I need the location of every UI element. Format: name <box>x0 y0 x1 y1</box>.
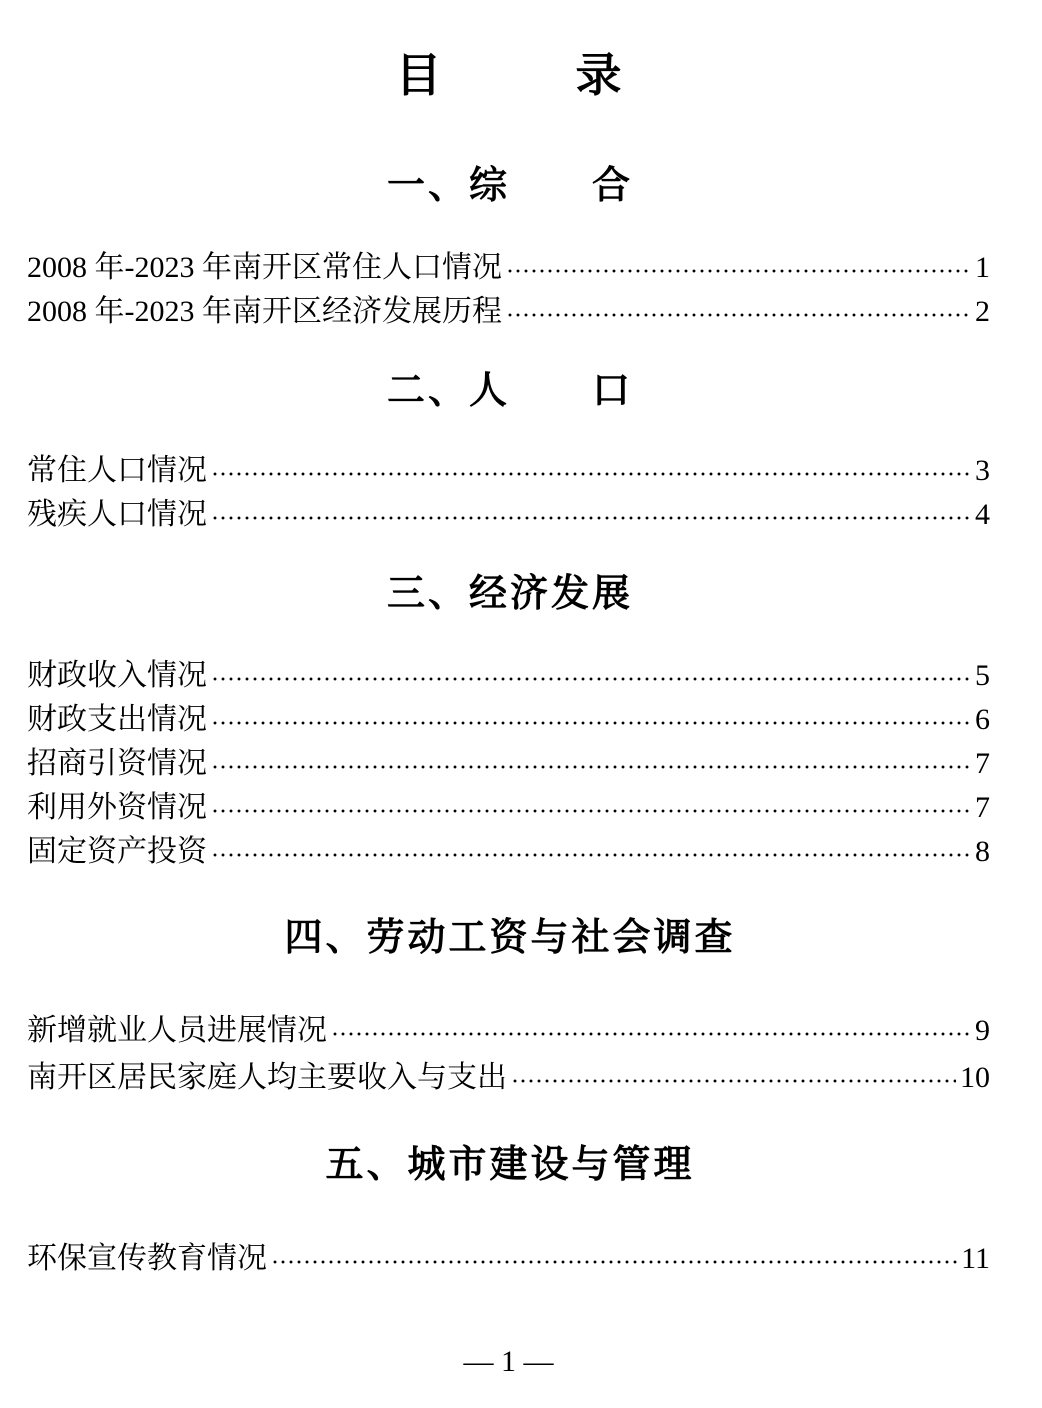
toc-entry[interactable] <box>27 1054 990 1101</box>
toc-section-general <box>27 155 990 334</box>
toc-leader-dots <box>211 654 971 698</box>
toc-entry-page: 10 <box>960 1061 990 1094</box>
toc-entry-page: 7 <box>975 747 990 780</box>
toc-leader-dots <box>211 493 971 537</box>
toc-leader-dots <box>211 786 971 830</box>
toc-entry-label: 财政收入情况 <box>27 659 207 692</box>
toc-entry-label: 招商引资情况 <box>27 747 207 780</box>
toc-entry-page: 2 <box>975 295 990 328</box>
toc-entry[interactable] <box>27 1237 990 1281</box>
toc-leader-dots <box>331 1007 971 1054</box>
toc-leader-dots <box>506 290 971 334</box>
toc-entry-label: 残疾人口情况 <box>27 498 207 531</box>
toc-entry-label: 利用外资情况 <box>27 791 207 824</box>
page-number-footer: — 1 — <box>463 1345 554 1378</box>
toc-entry-label: 常住人口情况 <box>27 454 207 487</box>
toc-entry-label: 南开区居民家庭人均主要收入与支出 <box>27 1061 507 1094</box>
section-heading: 五、城市建设与管理 <box>325 1142 695 1186</box>
toc-section-population <box>27 360 990 537</box>
toc-entry-page: 11 <box>961 1242 990 1275</box>
section-heading: 三、经济发展 <box>386 571 633 615</box>
toc-entry[interactable] <box>27 654 990 698</box>
section-heading: 二、人 口 <box>386 368 633 412</box>
toc-entry-list <box>27 1237 990 1281</box>
toc-entry[interactable] <box>27 786 990 830</box>
toc-entry-page: 7 <box>975 791 990 824</box>
section-heading: 一、综 合 <box>386 163 633 207</box>
toc-entry-page: 3 <box>975 454 990 487</box>
toc-entry-list <box>27 654 990 874</box>
toc-entry[interactable] <box>27 246 990 290</box>
toc-entry[interactable] <box>27 449 990 493</box>
toc-leader-dots <box>211 698 971 742</box>
toc-entry-label: 新增就业人员进展情况 <box>27 1014 327 1047</box>
toc-entry[interactable] <box>27 1007 990 1054</box>
toc-entry-page: 5 <box>975 659 990 692</box>
toc-entry[interactable] <box>27 493 990 537</box>
toc-leader-dots <box>211 830 971 874</box>
toc-entry-page: 1 <box>975 251 990 284</box>
toc-section-urban <box>27 1134 990 1281</box>
toc-entry-label: 2008 年-2023 年南开区常住人口情况 <box>27 251 502 284</box>
toc-leader-dots <box>211 449 971 493</box>
toc-leader-dots <box>271 1237 957 1281</box>
toc-section-economy <box>27 563 990 874</box>
toc-entry-label: 财政支出情况 <box>27 703 207 736</box>
toc-title: 目 录 <box>395 48 636 102</box>
toc-leader-dots <box>511 1054 956 1101</box>
toc-entry-list <box>27 449 990 537</box>
toc-entry-list <box>27 1007 990 1101</box>
section-heading: 四、劳动工资与社会调查 <box>284 915 736 959</box>
toc-entry-label: 2008 年-2023 年南开区经济发展历程 <box>27 295 502 328</box>
toc-entry-page: 6 <box>975 703 990 736</box>
toc-entry[interactable] <box>27 290 990 334</box>
toc-entry[interactable] <box>27 830 990 874</box>
toc-entry-list <box>27 246 990 334</box>
toc-entry[interactable] <box>27 742 990 786</box>
toc-section-labor <box>27 907 990 1101</box>
toc-entry-page: 4 <box>975 498 990 531</box>
toc-leader-dots <box>506 246 971 290</box>
toc-entry[interactable] <box>27 698 990 742</box>
toc-entry-label: 固定资产投资 <box>27 835 207 868</box>
toc-leader-dots <box>211 742 971 786</box>
toc-entry-label: 环保宣传教育情况 <box>27 1242 267 1275</box>
toc-entry-page: 9 <box>975 1014 990 1047</box>
toc-entry-page: 8 <box>975 835 990 868</box>
